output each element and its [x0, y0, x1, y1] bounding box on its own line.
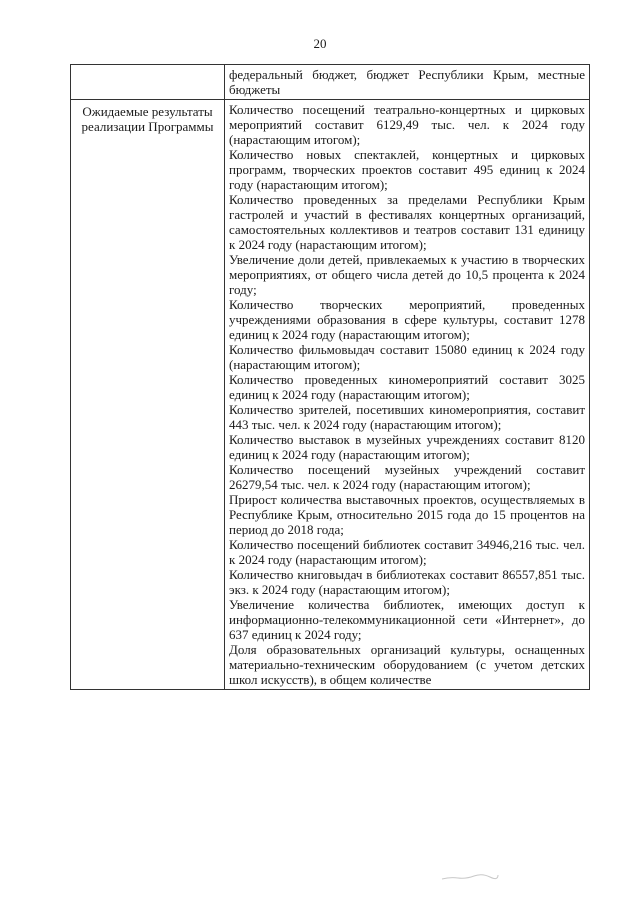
result-item: Количество творческих мероприятий, проведенных учреждениями образования в сфере культуры, составит 1278 единиц к 2024 году (нарастающим итогом);: [229, 297, 585, 342]
result-item: Количество проведенных киномероприятий составит 3025 единиц к 2024 году (нарастающим итогом);: [229, 372, 585, 402]
row-label-empty: [71, 65, 225, 100]
result-item: Количество новых спектаклей, концертных и цирковых программ, творческих проектов составит 495 единиц к 2024 году (нарастающим итогом);: [229, 147, 585, 192]
result-item: Количество посещений библиотек составит 34946,216 тыс. чел. к 2024 году (нарастающим итогом);: [229, 537, 585, 567]
expected-results-list: [225, 100, 590, 690]
table-row-funding-continuation: [71, 65, 590, 100]
result-item: Прирост количества выставочных проектов, осуществляемых в Республике Крым, относительно 2015 года до 15 процентов на период до 2018 года;: [229, 492, 585, 537]
scan-artifact: [440, 872, 500, 882]
expected-results-label: Ожидаемые результаты реализации Программы: [81, 104, 214, 134]
result-item: Количество зрителей, посетивших киномероприятия, составит 443 тыс. чел. к 2024 году (нарастающим итогом);: [229, 402, 585, 432]
result-item: Количество книговыдач в библиотеках составит 86557,851 тыс. экз. к 2024 году (нарастающим итогом);: [229, 567, 585, 597]
program-passport-table: [70, 64, 590, 690]
result-item: Доля образовательных организаций культуры, оснащенных материально-техническим оборудованием (с учетом детских школ искусств), в общем количестве: [229, 642, 585, 687]
result-item: Увеличение количества библиотек, имеющих доступ к информационно-телекоммуникационной сети «Интернет», до 637 единиц к 2024 году;: [229, 597, 585, 642]
result-item: Количество фильмовыдач составит 15080 единиц к 2024 году (нарастающим итогом);: [229, 342, 585, 372]
funding-sources-text: федеральный бюджет, бюджет Республики Крым, местные бюджеты: [225, 65, 590, 100]
table-row-expected-results: [71, 100, 590, 690]
page-number: 20: [313, 36, 327, 51]
result-item: Количество посещений музейных учреждений составит 26279,54 тыс. чел. к 2024 году (нарастающим итогом);: [229, 462, 585, 492]
result-item: Количество посещений театрально-концертных и цирковых мероприятий составит 6129,49 тыс. чел. к 2024 году (нарастающим итогом);: [229, 102, 585, 147]
result-item: Количество выставок в музейных учреждениях составит 8120 единиц к 2024 году (нарастающим итогом);: [229, 432, 585, 462]
expected-results-label-cell: [71, 100, 225, 690]
result-item: Количество проведенных за пределами Республики Крым гастролей и участий в фестивалях концертных организаций, самостоятельных коллективов и театров составит 131 единицу к 2024 году (нарастающим итогом);: [229, 192, 585, 252]
result-item: Увеличение доли детей, привлекаемых к участию в творческих мероприятиях, от общего числа детей до 10,5 процента к 2024 году;: [229, 252, 585, 297]
